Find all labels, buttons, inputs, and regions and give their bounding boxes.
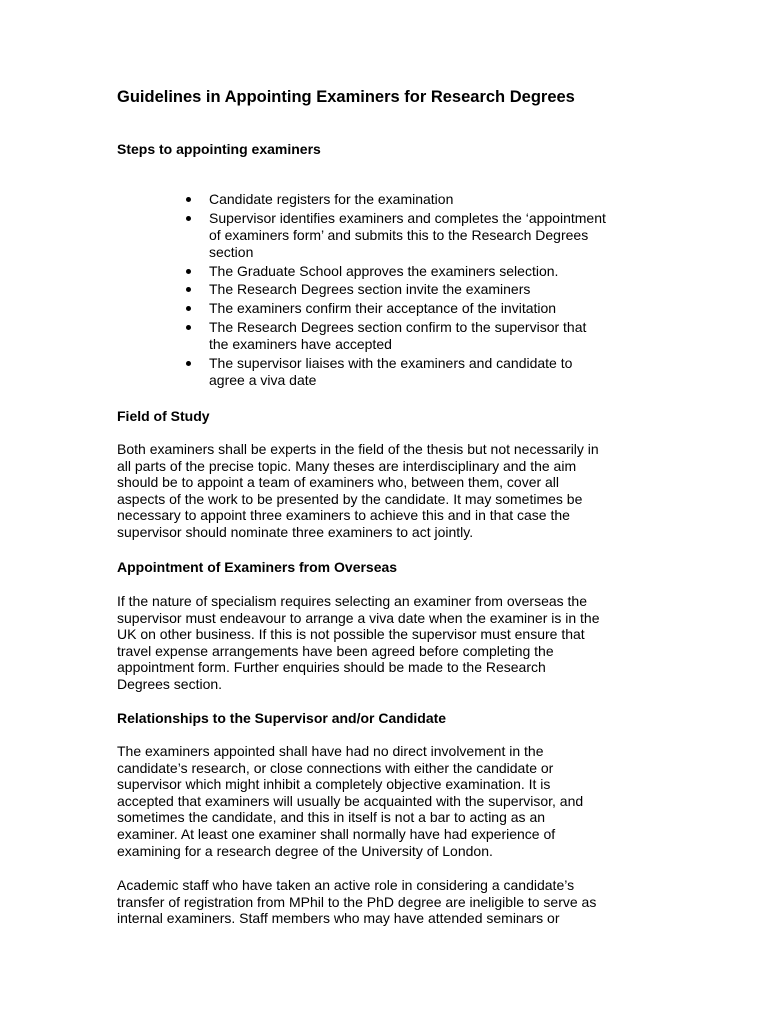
overseas-heading: Appointment of Examiners from Overseas — [117, 559, 398, 575]
bullet-icon — [186, 197, 191, 202]
bullet-icon — [186, 325, 191, 330]
bullet-icon — [186, 216, 191, 221]
list-item: The Research Degrees section invite the examiners — [186, 281, 656, 298]
overseas-paragraph: If the nature of specialism requires selecting an examiner from overseas the supervisor must endeavour to arrange a viva date when the examiner is in the UK on other business. If this is not possible the supervisor must ensure that travel expense arrangements have been agreed before completing the appointment form. Further enquiries should be made to the Research Degrees section. — [117, 593, 600, 692]
field-of-study-heading: Field of Study — [117, 408, 210, 424]
list-item: The supervisor liaises with the examiners and candidate to agree a viva date — [186, 355, 656, 389]
steps-heading: Steps to appointing examiners — [117, 141, 321, 157]
list-item: The Research Degrees section confirm to the supervisor that the examiners have accepted — [186, 319, 656, 353]
relationships-paragraph-1: The examiners appointed shall have had no direct involvement in the candidate’s research, or close connections with either the candidate or supervisor which might inhibit a completely objective examination. It is accepted that examiners will usually be acquainted with the supervisor, and sometimes the candidate, and this in itself is not a bar to acting as an examiner. At least one examiner shall normally have had experience of examining for a research degree of the University of London. — [117, 743, 584, 859]
bullet-icon — [186, 306, 191, 311]
list-item: The Graduate School approves the examiners selection. — [186, 263, 656, 280]
bullet-icon — [186, 287, 191, 292]
relationships-heading: Relationships to the Supervisor and/or Candidate — [117, 710, 447, 726]
list-item: Candidate registers for the examination — [186, 191, 656, 208]
bullet-icon — [186, 361, 191, 366]
document-title: Guidelines in Appointing Examiners for Research Degrees — [117, 88, 575, 106]
field-of-study-paragraph: Both examiners shall be experts in the field of the thesis but not necessarily in all parts of the precise topic. Many theses are interdisciplinary and the aim should be to appoint a team of examiners who, between them, cover all aspects of the work to be presented by the candidate. It may sometimes be necessary to appoint three examiners to achieve this and in that case the supervisor should nominate three examiners to act jointly. — [117, 441, 599, 540]
list-item: Supervisor identifies examiners and completes the ‘appointment of examiners form’ and submits this to the Research Degrees section — [186, 210, 656, 261]
steps-list — [186, 191, 656, 391]
bullet-icon — [186, 269, 191, 274]
relationships-paragraph-2: Academic staff who have taken an active role in considering a candidate’s transfer of registration from MPhil to the PhD degree are ineligible to serve as internal examiners. Staff members who may have attended seminars or — [117, 877, 597, 927]
list-item: The examiners confirm their acceptance of the invitation — [186, 300, 656, 317]
